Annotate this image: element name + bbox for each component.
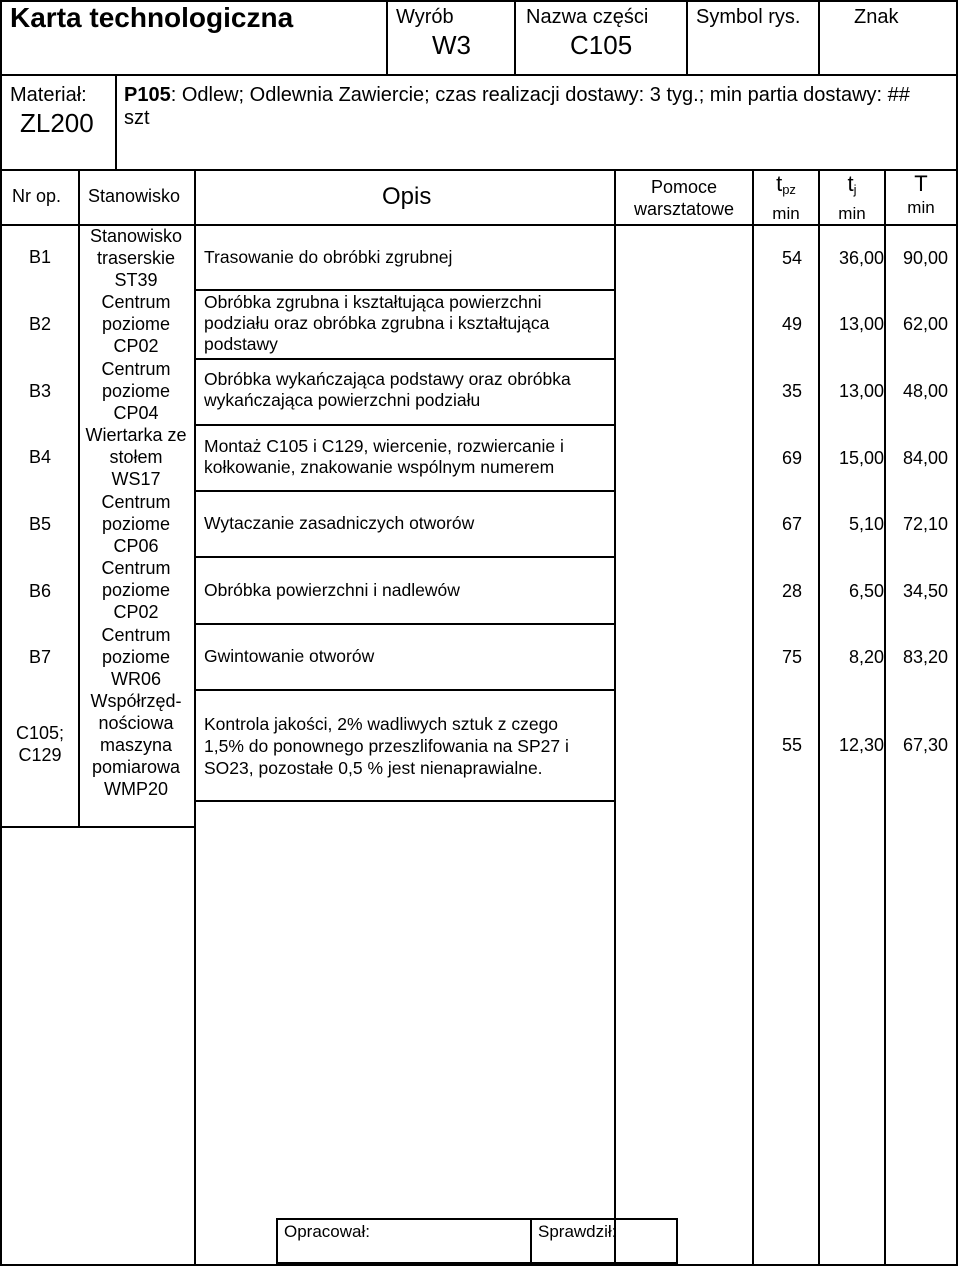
product-label: Wyrób: [396, 6, 454, 28]
op-number: B4: [28, 447, 52, 467]
station-name: Stanowisko traserskie ST39: [89, 226, 183, 290]
prepared-by-label: Opracował:: [284, 1222, 370, 1241]
op-number: B2: [28, 314, 52, 334]
station-name: Centrum poziome CP02: [101, 292, 171, 356]
card-title: Karta technologiczna: [10, 2, 294, 33]
operation-description: Obróbka powierzchni i nadlewów: [204, 580, 460, 600]
total-value: 34,50: [902, 581, 948, 601]
row-separator: [194, 623, 614, 625]
operation-description: Obróbka zgrubna i kształtująca powierzchni podziału oraz obróbka zgrubna i kształtująca podstawy: [204, 292, 550, 354]
op-number: B3: [28, 381, 52, 401]
colhead-station: Stanowisko: [88, 186, 181, 206]
operation-description: Obróbka wykańczająca podstawy oraz obróbka wykańczająca powierzchni podziału: [204, 369, 571, 410]
op-number: B6: [28, 581, 52, 601]
header-divider: [818, 0, 820, 74]
tpz-value: 28: [781, 581, 802, 601]
tj-value: 12,30: [838, 735, 884, 755]
tj-value: 15,00: [838, 448, 884, 468]
total-value: 67,30: [902, 735, 948, 755]
total-unit: min: [907, 198, 935, 217]
tpz-unit: min: [772, 204, 800, 223]
tpz-value: 69: [781, 448, 802, 468]
colhead-aids: [616, 176, 752, 220]
tj-symbol: t: [847, 171, 854, 196]
material-value: ZL200: [20, 108, 94, 138]
station-name: Centrum poziome WR06: [101, 625, 171, 689]
tj-value: 13,00: [838, 381, 884, 401]
checked-by-label: Sprawdził:: [538, 1222, 617, 1241]
colhead-op-no: Nr op.: [12, 186, 62, 206]
row-separator: [194, 689, 614, 691]
tj-value: 5,10: [848, 514, 884, 534]
footer-divider: [530, 1218, 532, 1264]
tj-unit: min: [838, 204, 866, 223]
op-number: B1: [28, 247, 52, 267]
tpz-value: 49: [781, 314, 802, 334]
page-border-left: [0, 0, 2, 1266]
header-bottom-line: [0, 74, 958, 76]
material-bottom-line: [0, 169, 958, 171]
material-divider: [115, 74, 117, 170]
station-name: Centrum poziome CP02: [101, 558, 171, 622]
operation-description: Wytaczanie zasadniczych otworów: [204, 513, 475, 533]
mark-label: Znak: [854, 6, 899, 28]
total-value: 48,00: [902, 381, 948, 401]
colhead-aids-line2: warsztatowe: [633, 199, 735, 219]
tpz-value: 54: [781, 248, 802, 268]
supply-info: : Odlew; Odlewnia Zawiercie; czas realizacji dostawy: 3 tyg.; min partia dostawy: ##: [170, 84, 910, 106]
page-border-bottom: [0, 1264, 958, 1266]
material-label: Materiał:: [10, 84, 87, 106]
total-value: 62,00: [902, 314, 948, 334]
row-separator: [194, 289, 614, 291]
row-separator: [194, 424, 614, 426]
tj-subscript: j: [853, 182, 857, 197]
header-divider: [686, 0, 688, 74]
total-value: 90,00: [902, 248, 948, 268]
product-value: W3: [432, 30, 471, 60]
page-border-right: [956, 0, 958, 1266]
row-separator: [194, 556, 614, 558]
part-name-label: Nazwa części: [526, 6, 649, 28]
header-divider: [514, 0, 516, 74]
tj-value: 36,00: [838, 248, 884, 268]
tpz-symbol: t: [776, 171, 783, 196]
op-number: C105; C129: [15, 723, 65, 765]
drawing-symbol-label: Symbol rys.: [696, 6, 801, 28]
tpz-value: 67: [781, 514, 802, 534]
tj-value: 13,00: [838, 314, 884, 334]
colhead-description: Opis: [382, 183, 432, 210]
row-separator: [0, 826, 196, 828]
colhead-tpz: [754, 172, 818, 226]
header-divider: [386, 0, 388, 74]
part-name-value: C105: [570, 30, 633, 60]
tpz-value: 75: [781, 647, 802, 667]
operation-description: Montaż C105 i C129, wiercenie, rozwiercanie i kołkowanie, znakowanie wspólnym numerem: [204, 436, 564, 477]
colhead-tj: [820, 172, 884, 226]
total-value: 72,10: [902, 514, 948, 534]
operation-description: Trasowanie do obróbki zgrubnej: [204, 247, 453, 267]
station-name: Centrum poziome CP06: [101, 492, 171, 556]
tj-value: 8,20: [848, 647, 884, 667]
tpz-value: 35: [781, 381, 802, 401]
colhead-total: [886, 172, 956, 220]
row-separator: [194, 358, 614, 360]
total-value: 84,00: [902, 448, 948, 468]
row-separator: [194, 490, 614, 492]
tj-value: 6,50: [848, 581, 884, 601]
op-number: B7: [28, 647, 52, 667]
operation-description: Gwintowanie otworów: [204, 646, 375, 666]
material-description: [124, 84, 950, 130]
station-name: Współrzęd- nościowa maszyna pomiarowa WMP20: [90, 691, 182, 799]
operation-description: Kontrola jakości, 2% wadliwych sztuk z czego 1,5% do ponownego przeszlifowania na SP27 i SO23, pozostałe 0,5 % jest nienaprawialne.: [204, 714, 569, 778]
part-code: P105: [124, 84, 171, 106]
row-separator: [194, 800, 614, 802]
unit: szt: [124, 107, 150, 129]
total-value: 83,20: [902, 647, 948, 667]
tpz-subscript: pz: [782, 182, 796, 197]
station-name: Centrum poziome CP04: [101, 359, 171, 423]
station-name: Wiertarka ze stołem WS17: [85, 425, 187, 489]
tpz-value: 55: [781, 735, 802, 755]
total-symbol: T: [914, 171, 928, 196]
col-line: [194, 169, 196, 1264]
col-line: [614, 169, 616, 1264]
op-number: B5: [28, 514, 52, 534]
colhead-aids-line1: Pomoce: [650, 177, 718, 197]
